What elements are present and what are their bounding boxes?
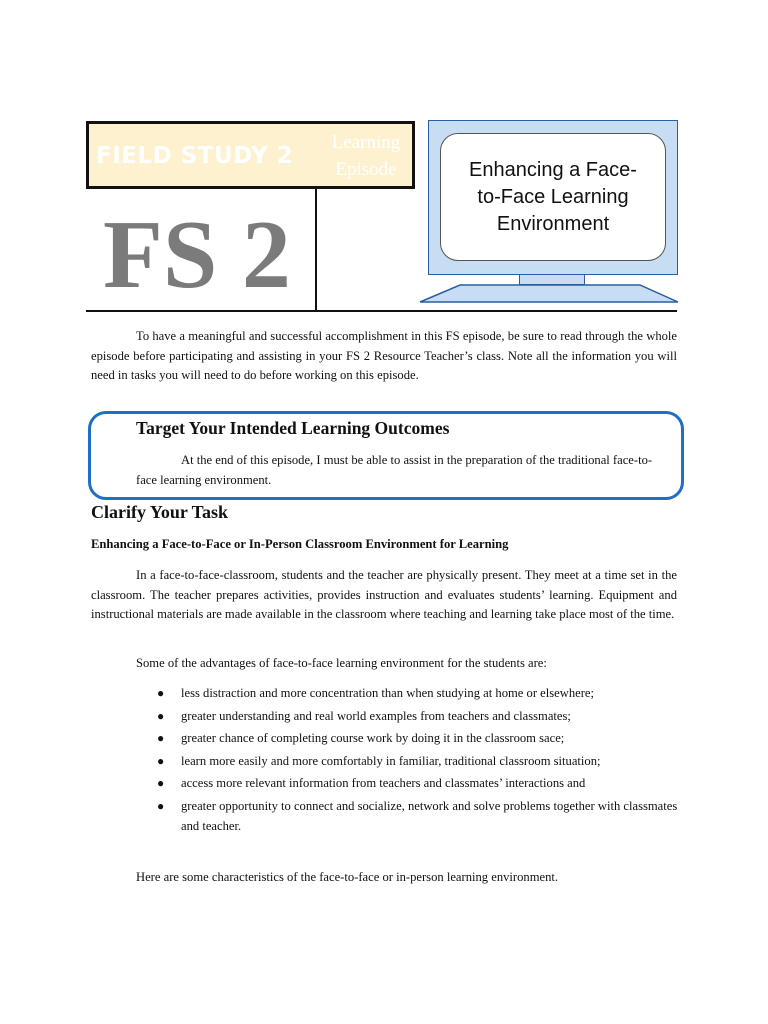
banner-subtitle-line-1: Learning <box>331 132 401 153</box>
list-item <box>155 729 680 749</box>
list-item <box>155 707 680 727</box>
outcomes-text: At the end of this episode, I must be able to assist in the preparation of the traditional face-to-face learning environment. <box>136 453 653 487</box>
section-title: Clarify Your Task <box>91 502 229 522</box>
list-item-text: greater understanding and real world examples from teachers and classmates; <box>181 708 571 723</box>
bullet-icon: ● <box>157 731 165 746</box>
list-item-text: less distraction and more concentration than when studying at home or elsewhere; <box>181 686 595 700</box>
bullet-icon: ● <box>157 753 165 768</box>
list-item <box>155 752 680 772</box>
bullet-icon: ● <box>157 798 165 813</box>
list-item-text: greater opportunity to connect and socialize, network and solve problems together with classmates and teacher. <box>181 798 678 833</box>
section-subheading: Enhancing a Face-to-Face or In-Person Classroom Environment for Learning <box>91 537 509 551</box>
list-item <box>155 774 680 794</box>
course-code: FS 2 <box>103 201 291 309</box>
banner-subtitle-line-2: Episode <box>335 159 397 180</box>
banner-title: FIELD STUDY 2 <box>96 143 294 169</box>
task-paragraph-3: Here are some characteristics of the face-to-face or in-person learning environment. <box>136 870 559 884</box>
intro-paragraph: To have a meaningful and successful accomplishment in this FS episode, be sure to read through the whole episode before participating and assisting in your FS 2 Resource Teacher’s class. Note all the information you will need in tasks you will need to do before working on this episode. <box>91 329 677 383</box>
header-divider-vertical <box>315 189 317 310</box>
header-divider-horizontal <box>86 310 677 312</box>
bullet-icon: ● <box>157 686 165 700</box>
monitor-stand-icon <box>418 284 680 304</box>
bullet-icon: ● <box>157 708 165 723</box>
bullet-icon: ● <box>157 776 165 791</box>
list-item-text: greater chance of completing course work by doing it in the classroom sace; <box>181 731 565 746</box>
list-item <box>155 684 680 704</box>
list-item-text: access more relevant information from teachers and classmates’ interactions and <box>181 776 586 791</box>
list-item <box>155 797 680 836</box>
list-item-text: learn more easily and more comfortably in familiar, traditional classroom situation; <box>181 753 601 768</box>
banner-subtitle <box>318 129 414 183</box>
advantages-list <box>155 684 680 839</box>
outcomes-title: Target Your Intended Learning Outcomes <box>136 418 450 438</box>
episode-title: Enhancing a Face-to-Face Learning Environment <box>469 158 637 235</box>
task-paragraph-1: In a face-to-face-classroom, students and the teacher are physically present. They meet at a time set in the classroom. The teacher prepares activities, provides instruction and evaluates students’ learning. Equipment and instructional materials are made available in the classroom where teaching and learning take place most of the time. <box>91 568 677 622</box>
task-paragraph-2: Some of the advantages of face-to-face learning environment for the students are: <box>136 656 547 670</box>
monitor-screen <box>440 133 666 261</box>
